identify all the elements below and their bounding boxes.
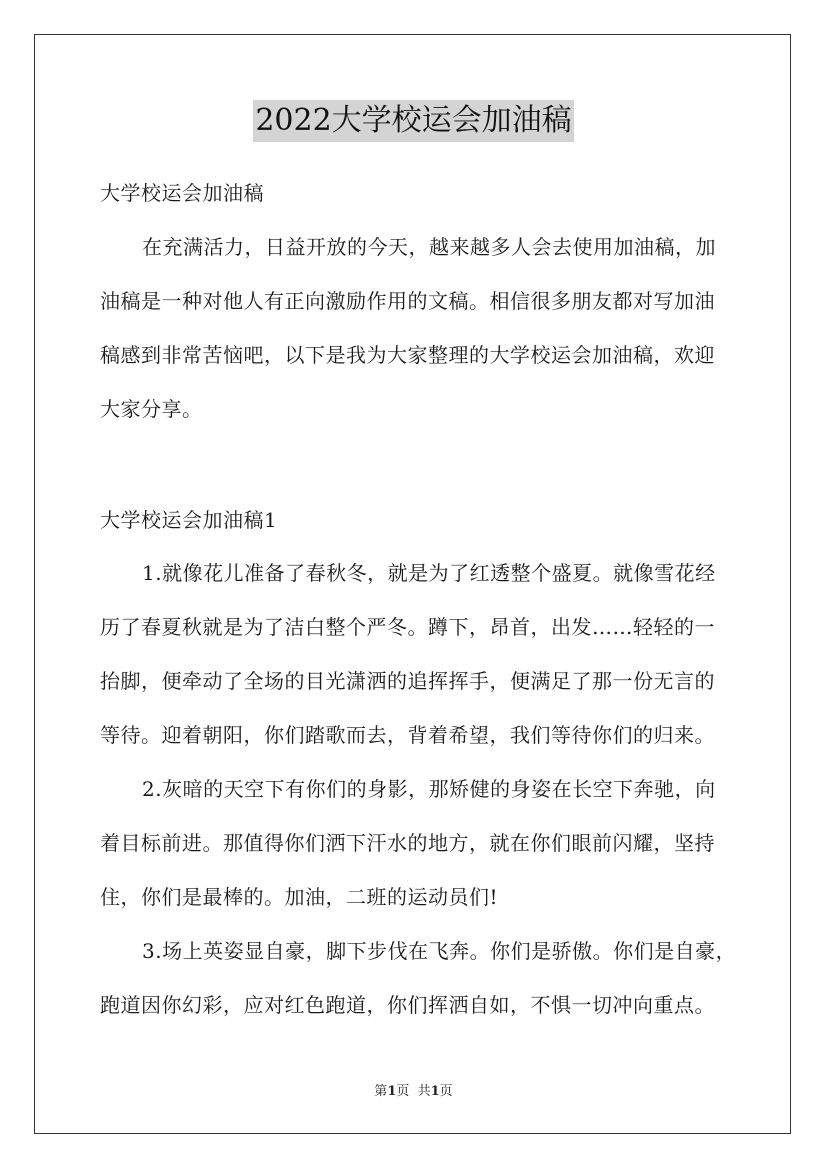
- item1-line: 历了春夏秋就是为了洁白整个严冬。蹲下，昂首，出发……轻轻的一: [100, 615, 715, 639]
- page-footer: [0, 1083, 827, 1101]
- item3-line: 跑道因你幻彩，应对红色跑道，你们挥洒自如，不惧一切冲向重点。: [100, 993, 715, 1017]
- intro-heading: 大学校运会加油稿: [100, 181, 264, 205]
- item2-line: 住，你们是最棒的。加油，二班的运动员们!: [100, 885, 499, 909]
- footer-page-total: 1: [430, 1084, 440, 1099]
- footer-prefix: 第: [374, 1084, 388, 1099]
- item3-line: 3.场上英姿显自豪，脚下步伐在飞奔。你们是骄傲。你们是自豪，: [142, 939, 737, 963]
- item1-line: 1.就像花儿准备了春秋冬，就是为了红透整个盛夏。就像雪花经: [142, 561, 716, 585]
- intro-line: 大家分享。: [100, 397, 203, 421]
- document-title: 2022大学校运会加油稿: [253, 100, 573, 142]
- intro-line: 油稿是一种对他人有正向激励作用的文稿。相信很多朋友都对写加油: [100, 289, 715, 313]
- section-heading: 大学校运会加油稿1: [100, 508, 278, 532]
- item2-line: 2.灰暗的天空下有你们的身影，那矫健的身姿在长空下奔驰，向: [142, 777, 716, 801]
- intro-line: 在充满活力，日益开放的今天，越来越多人会去使用加油稿，加: [142, 235, 716, 259]
- title-container: [0, 100, 827, 142]
- footer-suffix: 页: [439, 1084, 453, 1099]
- item1-line: 等待。迎着朝阳，你们踏歌而去，背着希望，我们等待你们的归来。: [100, 723, 715, 747]
- footer-page-current: 1: [387, 1084, 397, 1099]
- item1-line: 抬脚，便牵动了全场的目光潇洒的追挥挥手，便满足了那一份无言的: [100, 669, 715, 693]
- intro-line: 稿感到非常苦恼吧，以下是我为大家整理的大学校运会加油稿，欢迎: [100, 343, 715, 367]
- item2-line: 着目标前进。那值得你们洒下汗水的地方，就在你们眼前闪耀，坚持: [100, 831, 715, 855]
- footer-mid: 页 共: [396, 1084, 431, 1099]
